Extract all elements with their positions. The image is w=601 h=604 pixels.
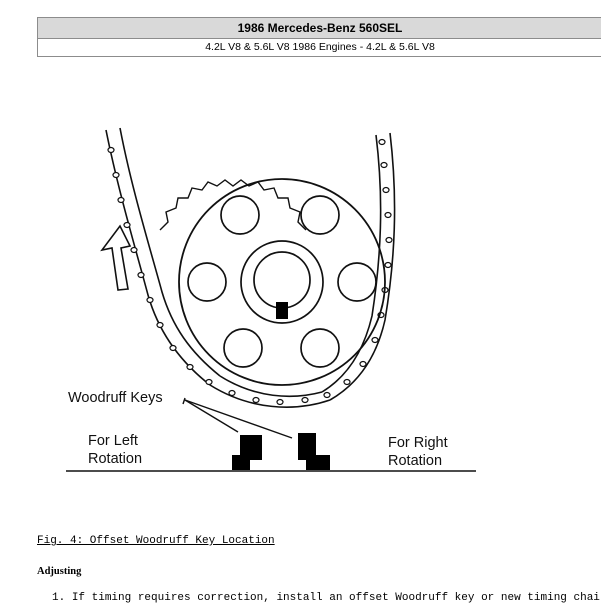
vehicle-title: 1986 Mercedes-Benz 560SEL — [38, 18, 601, 39]
leader-line-right — [185, 400, 292, 438]
label-right-line1: For Right — [388, 435, 448, 451]
label-left-line1: For Left — [88, 433, 138, 449]
rotation-arrow-icon — [102, 226, 130, 290]
step-number: 1. — [52, 592, 66, 604]
step-text: If timing requires correction, install an offset Woodruff key or new timing chai — [71, 592, 600, 604]
offset-key-right — [298, 433, 330, 470]
bottom-chain-outer — [210, 385, 330, 407]
offset-key-left — [232, 435, 262, 470]
label-woodruff-keys: Woodruff Keys — [68, 390, 163, 406]
label-right-line2: Rotation — [388, 453, 443, 469]
hub-inner — [254, 252, 310, 308]
step-item — [52, 592, 600, 604]
sprocket-holes — [188, 196, 376, 367]
sprocket-outer — [179, 179, 385, 385]
engine-subtitle: 4.2L V8 & 5.6L V8 1986 Engines - 4.2L & 5.6L V8 — [38, 39, 601, 56]
keyway-mark — [276, 302, 288, 319]
sprocket-teeth — [160, 180, 306, 230]
section-heading: Adjusting — [37, 566, 82, 577]
label-left-line2: Rotation — [88, 451, 143, 467]
figure-caption[interactable]: Fig. 4: Offset Woodruff Key Location — [37, 535, 275, 547]
